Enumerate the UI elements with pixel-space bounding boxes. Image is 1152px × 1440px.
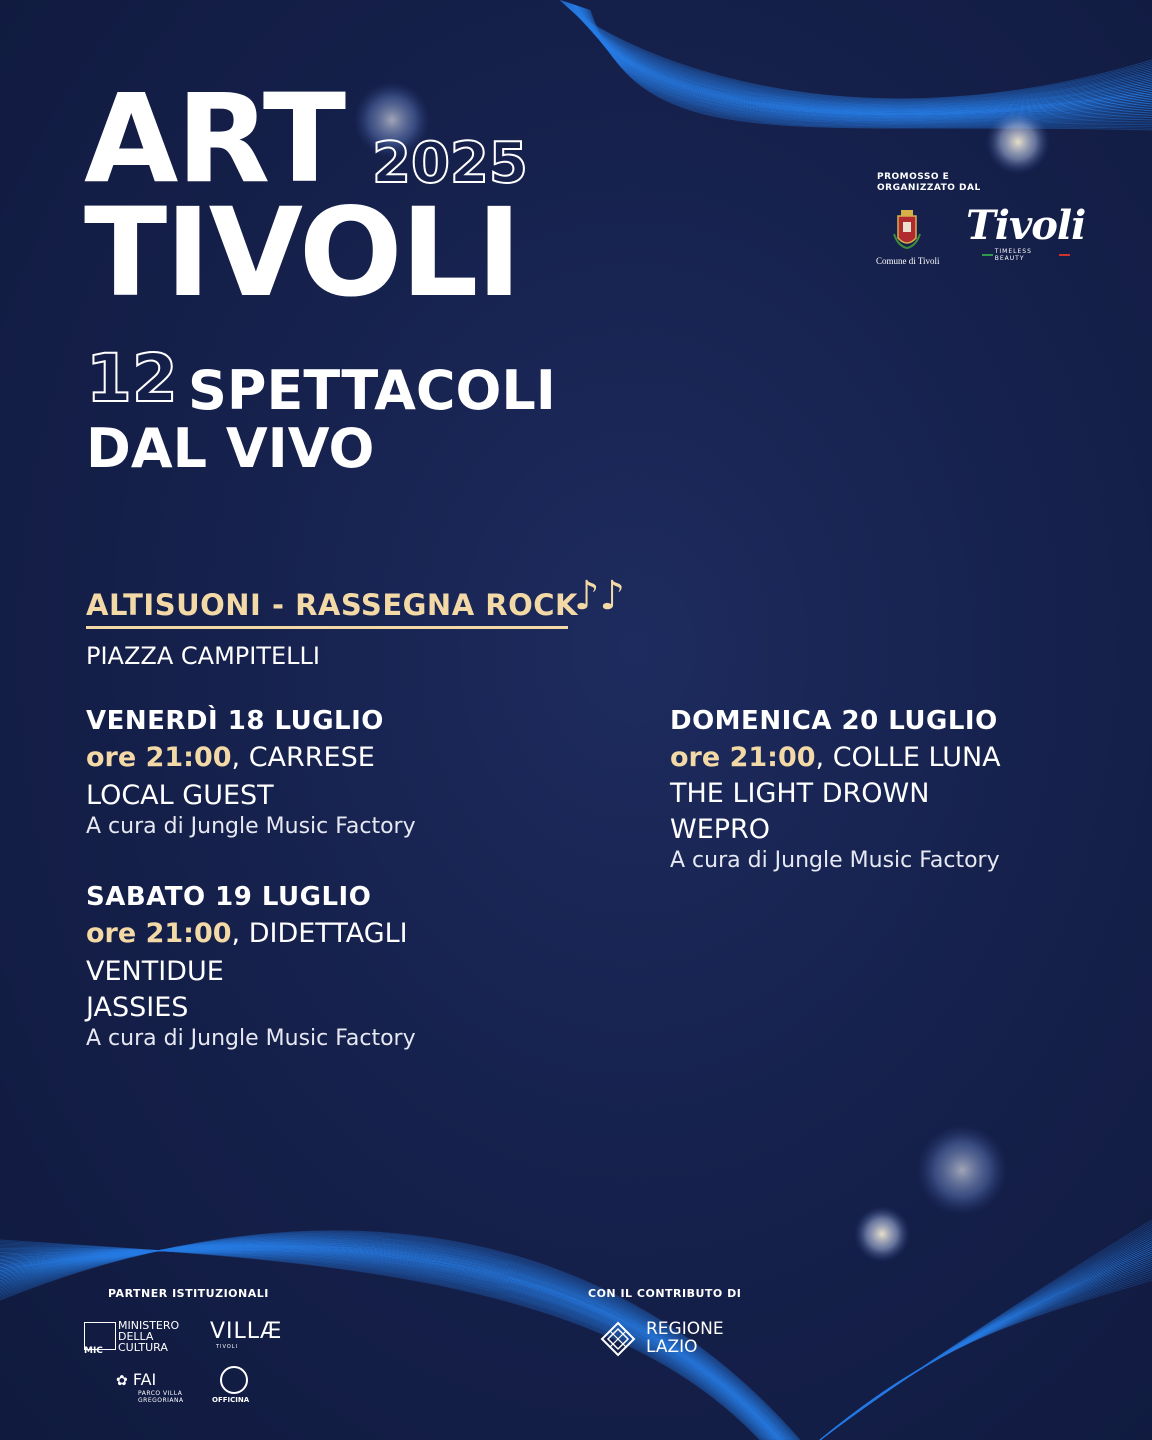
organizer-label-line1: PROMOSSO E <box>877 172 950 182</box>
top-wave <box>560 0 1152 130</box>
bokeh-light <box>917 1125 1007 1215</box>
regione-line1: REGIONE <box>646 1319 724 1339</box>
event-venue: PIAZZA CAMPITELLI <box>86 642 320 670</box>
day-time: ore 21:00 <box>86 918 232 949</box>
regione-line2: LAZIO <box>646 1337 698 1357</box>
subtitle-spettacoli: SPETTACOLI <box>188 359 556 422</box>
wave-line <box>820 1232 1152 1440</box>
day-curator: A cura di Jungle Music Factory <box>86 1026 416 1051</box>
music-note-icon: ♪♪ <box>574 573 626 619</box>
day-first-act: , DIDETTAGLI <box>231 918 408 949</box>
day-curator: A cura di Jungle Music Factory <box>670 848 1000 873</box>
wave-line <box>820 1261 1152 1440</box>
wave-line <box>820 1276 1152 1440</box>
fai-logo <box>116 1370 196 1410</box>
comune-crest-icon <box>890 208 924 252</box>
fai-sub1: PARCO VILLA <box>138 1390 183 1397</box>
shows-count: 12 <box>86 340 178 417</box>
wave-line <box>820 1247 1152 1440</box>
day-first-act: , CARRESE <box>231 742 375 773</box>
partners-label: PARTNER ISTITUZIONALI <box>108 1287 269 1300</box>
ministero-line1: MINISTERO <box>118 1319 180 1332</box>
contribution-label: CON IL CONTRIBUTO DI <box>588 1287 742 1300</box>
day-act: WEPRO <box>670 814 771 845</box>
day-date: SABATO 19 LUGLIO <box>86 882 372 912</box>
event-title-underline <box>86 626 568 629</box>
day-first-act: , COLLE LUNA <box>815 742 1001 773</box>
wave-line <box>820 1263 1152 1440</box>
officina-logo <box>212 1366 262 1410</box>
regione-emblem-icon <box>600 1321 636 1357</box>
bokeh-light <box>986 110 1050 174</box>
officina-label: OFFICINA <box>212 1396 250 1404</box>
day-act: THE LIGHT DROWN <box>670 778 930 809</box>
ministero-line2: DELLA <box>118 1330 154 1343</box>
day-act: LOCAL GUEST <box>86 780 274 811</box>
tivoli-brand-logo <box>966 202 1086 268</box>
villae-label: VILLÆ <box>210 1319 283 1344</box>
bokeh-light <box>854 1206 910 1262</box>
wave-line <box>820 1234 1152 1440</box>
day-act: JASSIES <box>86 992 189 1023</box>
day-curator: A cura di Jungle Music Factory <box>86 814 416 839</box>
title-year: 2025 <box>372 131 528 196</box>
villae-logo <box>210 1320 290 1360</box>
tivoli-brand-tagline: TIMELESS BEAUTY <box>994 248 1032 262</box>
subtitle-dal-vivo: DAL VIVO <box>86 417 375 480</box>
fai-label: FAI <box>132 1370 157 1389</box>
day-block <box>86 706 606 839</box>
day-time: ore 21:00 <box>86 742 232 773</box>
title-tivoli: TIVOLI <box>84 182 520 324</box>
day-time: ore 21:00 <box>670 742 816 773</box>
event-title: ALTISUONI - RASSEGNA ROCK <box>86 588 578 622</box>
wave-line <box>820 1272 1152 1440</box>
organizer-label-line2: ORGANIZZATO DAL <box>877 183 981 193</box>
day-act: VENTIDUE <box>86 956 224 987</box>
mic-label: MIC <box>84 1346 103 1356</box>
wave-line <box>820 1278 1152 1440</box>
day-block <box>670 706 1110 873</box>
day-date: VENERDÌ 18 LUGLIO <box>86 706 384 736</box>
ministero-line3: CULTURA <box>118 1341 168 1354</box>
comune-label: Comune di Tivoli <box>876 256 940 266</box>
day-first-line <box>86 742 606 780</box>
fai-leaf-icon: ✿ <box>116 1373 128 1389</box>
organizer-label <box>877 172 981 194</box>
day-block <box>86 882 606 1051</box>
villae-sub: TIVOLI <box>216 1344 239 1350</box>
tivoli-brand-name: Tivoli <box>966 202 1086 249</box>
fai-sub2: GREGORIANA <box>138 1397 184 1404</box>
title-art: ART <box>84 68 345 210</box>
wave-line <box>820 1249 1152 1440</box>
wave-line <box>820 1274 1152 1440</box>
day-date: DOMENICA 20 LUGLIO <box>670 706 998 736</box>
day-first-line <box>86 918 606 956</box>
ministero-cultura-logo <box>84 1320 194 1360</box>
day-first-line <box>670 742 1110 778</box>
wave-line <box>820 1280 1152 1440</box>
regione-lazio-logo <box>600 1318 740 1364</box>
